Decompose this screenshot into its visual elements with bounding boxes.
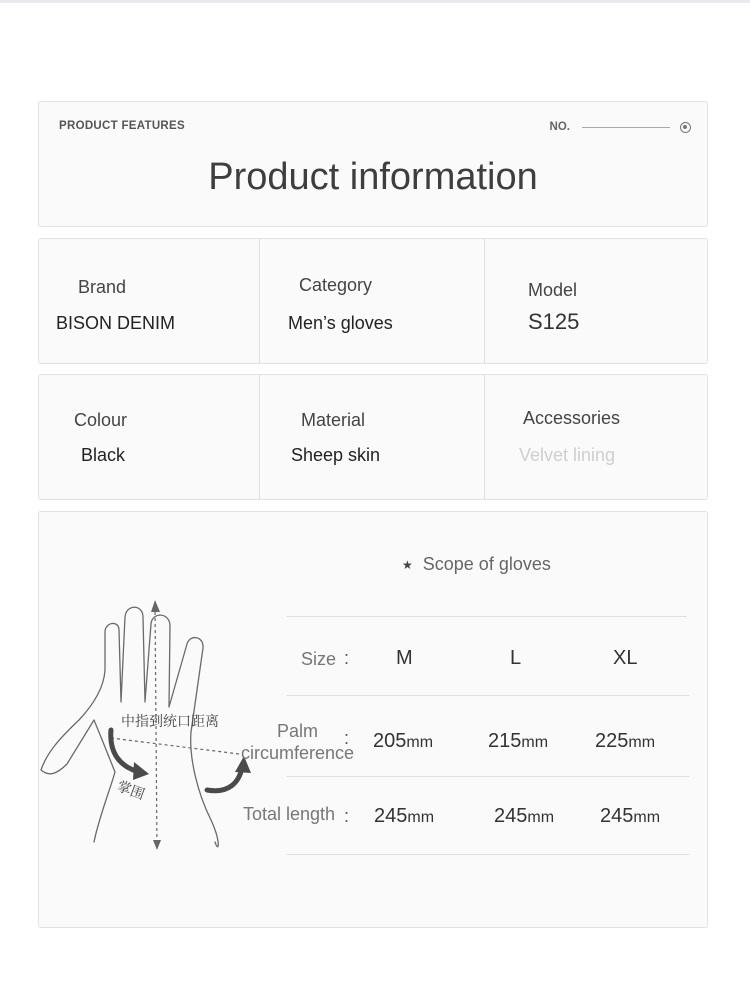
scope-label: Scope of gloves <box>422 554 551 574</box>
unit-label: mm <box>633 809 661 826</box>
number-label: NO. <box>549 121 570 133</box>
length-arrow-top <box>151 600 160 612</box>
size-row-label: Size <box>301 649 337 669</box>
total-xl-value: 245 <box>600 805 634 827</box>
total-m <box>374 805 434 828</box>
palm-l <box>488 730 548 753</box>
accessories-value: Velvet lining <box>519 445 616 465</box>
total-colon: : <box>344 806 350 826</box>
page-title: Product information <box>208 156 538 198</box>
palm-m <box>373 730 433 753</box>
unit-label: mm <box>521 734 549 751</box>
accessories-label: Accessories <box>523 408 621 428</box>
info-row-2 <box>38 374 708 500</box>
glove-diagram <box>39 592 309 882</box>
model-cell <box>485 239 707 363</box>
unit-label: mm <box>407 809 435 826</box>
accessories-cell <box>485 375 707 499</box>
category-cell <box>260 239 485 363</box>
palm-xl-value: 225 <box>595 730 629 752</box>
palm-m-value: 205 <box>373 730 407 752</box>
palm-xl <box>595 730 655 753</box>
size-m: M <box>396 647 413 669</box>
unit-label: mm <box>527 809 555 826</box>
palm-colon: : <box>344 728 350 748</box>
table-divider <box>287 854 689 855</box>
total-l <box>494 805 554 828</box>
star-icon: ★ <box>402 557 413 572</box>
total-m-value: 245 <box>374 805 408 827</box>
target-icon <box>680 122 691 133</box>
colour-value: Black <box>81 445 126 465</box>
material-cell <box>260 375 485 499</box>
table-divider <box>287 695 689 696</box>
total-length-label: Total length <box>243 804 336 824</box>
top-divider <box>0 0 750 3</box>
brand-value: BISON DENIM <box>56 313 176 333</box>
table-divider <box>287 616 687 617</box>
info-row-1 <box>38 238 708 364</box>
material-label: Material <box>301 410 366 430</box>
table-divider <box>287 776 689 777</box>
material-value: Sheep skin <box>291 445 381 465</box>
size-xl: XL <box>613 647 638 669</box>
category-value: Men’s gloves <box>288 313 393 333</box>
number-line <box>582 127 670 128</box>
model-value: S125 <box>528 309 580 334</box>
brand-cell <box>39 239 260 363</box>
total-l-value: 245 <box>494 805 528 827</box>
middle-finger-note: 中指到统口距离 <box>121 714 219 730</box>
category-label: Category <box>299 275 373 295</box>
palm-l-value: 215 <box>488 730 522 752</box>
colour-cell <box>39 375 260 499</box>
unit-label: mm <box>628 734 656 751</box>
palm-measure-line <box>111 738 239 754</box>
total-xl <box>600 805 660 828</box>
palm-note: 掌围 <box>114 778 147 804</box>
palm-row-label-2: circumference <box>241 743 355 763</box>
section-label: PRODUCT FEATURES <box>59 120 185 132</box>
size-table-title <box>402 554 551 575</box>
length-arrow-bottom <box>153 840 161 850</box>
model-label: Model <box>528 280 578 300</box>
arrow-icon-head <box>133 762 149 780</box>
palm-row-label: Palm <box>277 721 319 741</box>
size-colon: : <box>344 648 350 668</box>
product-info-header <box>38 101 708 227</box>
size-l: L <box>510 647 522 669</box>
brand-label: Brand <box>78 277 127 297</box>
colour-label: Colour <box>74 410 128 430</box>
number-indicator <box>550 121 691 133</box>
unit-label: mm <box>406 734 434 751</box>
size-panel <box>38 511 708 928</box>
